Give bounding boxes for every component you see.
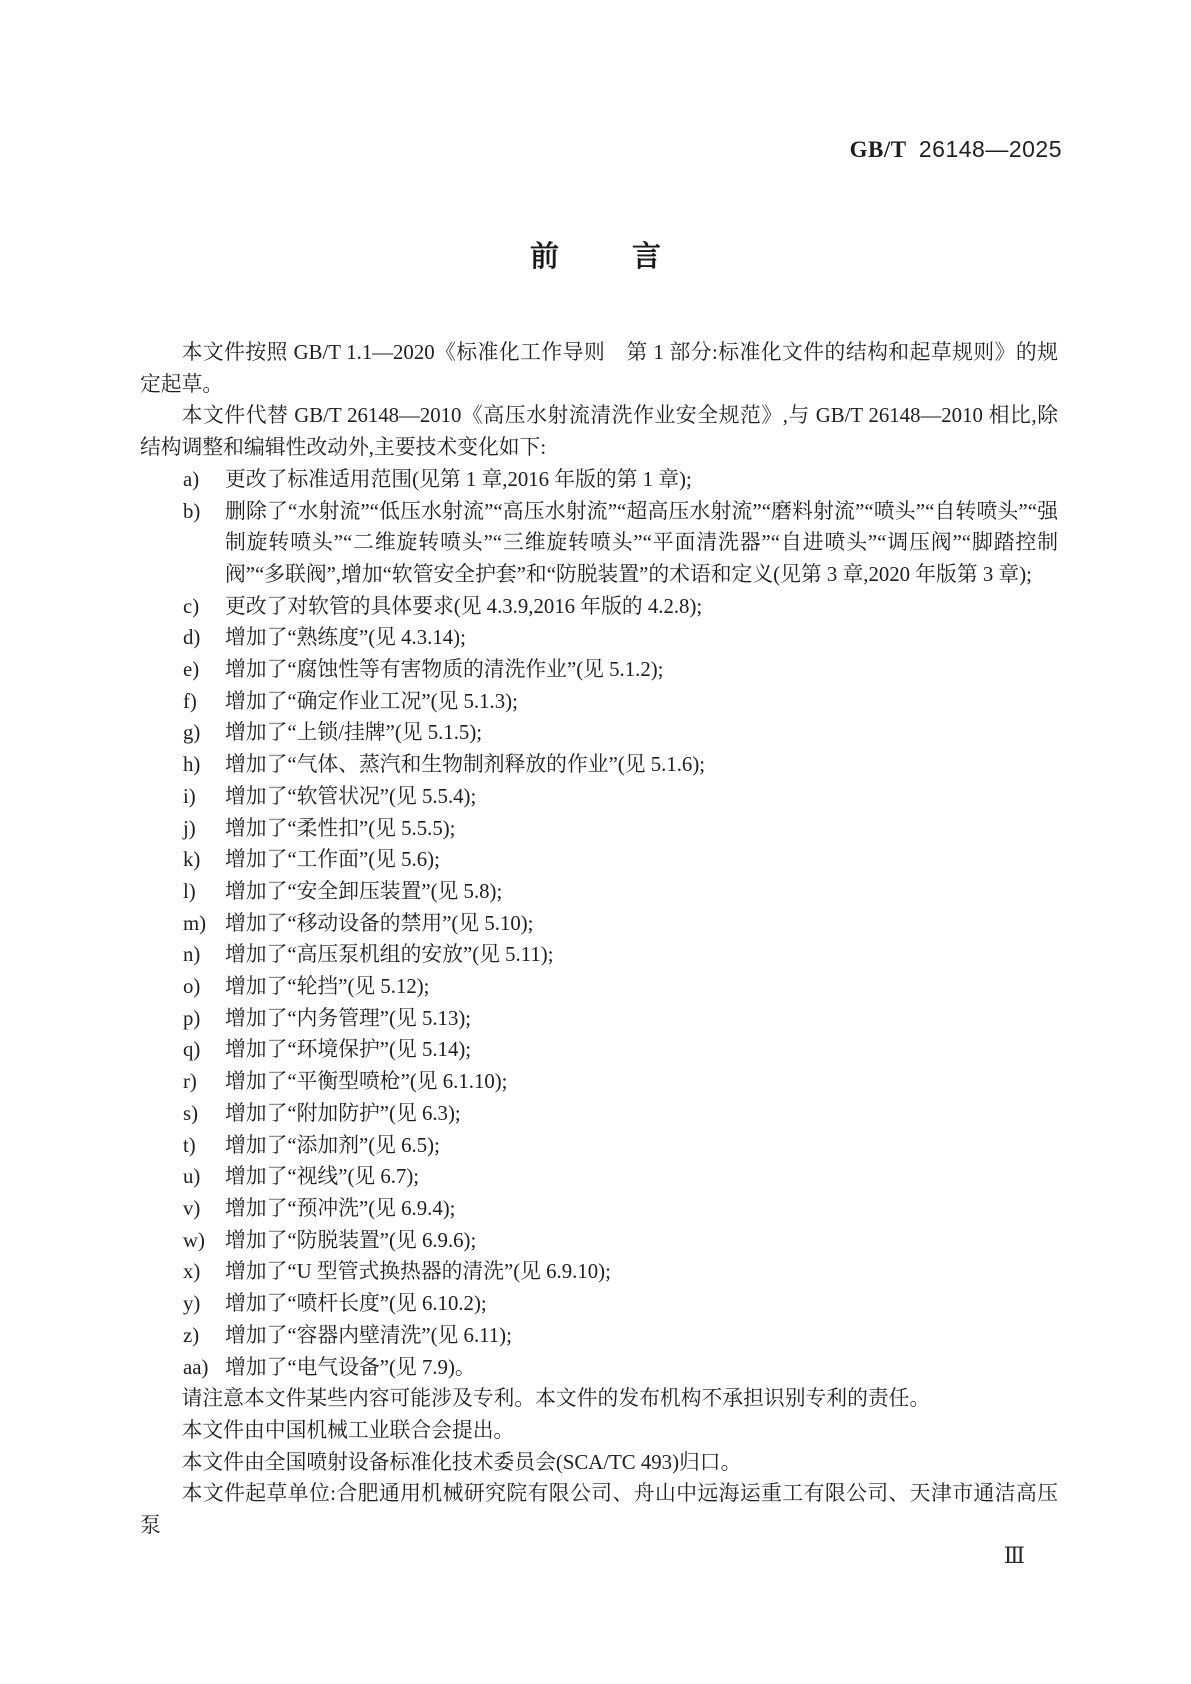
change-item-label: d) [183,626,201,650]
change-item-text: 增加了“气体、蒸汽和生物制剂释放的作业”(见 5.1.6); [225,753,706,777]
change-item-s [140,1098,1058,1130]
change-item-h [140,749,1058,781]
change-item-label: r) [183,1070,197,1094]
change-item-label: s) [183,1101,199,1125]
change-item-u [140,1161,1058,1193]
change-item-text: 增加了“熟练度”(见 4.3.14); [225,626,466,650]
change-item-o [140,971,1058,1003]
change-item-x [140,1256,1058,1288]
change-item-label: e) [183,658,200,682]
intro-paragraph-2: 本文件代替 GB/T 26148—2010《高压水射流清洗作业安全规范》,与 GB/T 26148—2010 相比,除结构调整和编辑性改动外,主要技术变化如下: [140,404,1058,460]
change-item-e [140,654,1058,686]
change-item-text: 增加了“喷杆长度”(见 6.10.2); [225,1292,487,1316]
change-item-r [140,1066,1058,1098]
change-item-label: w) [183,1228,205,1252]
change-item-c [140,591,1058,623]
change-item-n [140,939,1058,971]
change-item-label: h) [183,753,201,777]
change-item-f [140,686,1058,718]
change-item-label: a) [183,467,200,491]
change-item-text: 增加了“确定作业工况”(见 5.1.3); [225,689,518,713]
change-item-w [140,1225,1058,1257]
change-item-text: 增加了“平衡型喷枪”(见 6.1.10); [225,1070,508,1094]
change-item-label: x) [183,1260,201,1284]
standard-code [850,136,1062,163]
change-item-label: y) [183,1292,201,1316]
change-item-t [140,1130,1058,1162]
change-item-label: q) [183,1038,201,1062]
change-item-label: m) [183,911,207,935]
change-item-text: 更改了对软管的具体要求(见 4.3.9,2016 年版的 4.2.8); [225,594,703,618]
change-item-aa [140,1352,1058,1384]
change-item-text: 增加了“轮挡”(见 5.12); [225,975,430,999]
change-item-k [140,844,1058,876]
change-item-text: 增加了“移动设备的禁用”(见 5.10); [225,911,534,935]
change-item-z [140,1320,1058,1352]
change-item-label: t) [183,1133,196,1157]
change-item-b [140,496,1058,591]
page-number: Ⅲ [1003,1543,1025,1568]
change-item-v [140,1193,1058,1225]
change-item-label: i) [183,784,196,808]
page-title-char-2: 言 [632,241,662,273]
patent-notice-paragraph: 请注意本文件某些内容可能涉及专利。本文件的发布机构不承担识别专利的责任。 [181,1387,931,1411]
change-item-label: u) [183,1165,201,1189]
change-item-text: 增加了“柔性扣”(见 5.5.5); [225,816,456,840]
change-item-label: l) [183,879,196,903]
change-item-g [140,717,1058,749]
committee-paragraph: 本文件由全国喷射设备标准化技术委员会(SCA/TC 493)归口。 [181,1450,742,1474]
change-item-p [140,1003,1058,1035]
page-title [0,238,1191,276]
change-item-text: 增加了“环境保护”(见 5.14); [225,1038,472,1062]
change-item-j [140,813,1058,845]
drafting-units-paragraph: 本文件起草单位:合肥通用机械研究院有限公司、舟山中远海运重工有限公司、天津市通洁高压泵 [140,1482,1058,1538]
change-item-text: 增加了“高压泵机组的安放”(见 5.11); [225,943,554,967]
change-item-text: 增加了“软管状况”(见 5.5.4); [225,784,477,808]
change-item-label: p) [183,1006,201,1030]
change-item-i [140,781,1058,813]
foreword-content [140,337,1058,1542]
change-item-a [140,464,1058,496]
change-item-text: 增加了“添加剂”(见 6.5); [225,1133,440,1157]
change-item-label: c) [183,594,200,618]
change-item-text: 增加了“上锁/挂牌”(见 5.1.5); [225,721,483,745]
change-item-label: z) [183,1323,200,1347]
change-item-text: 增加了“U 型管式换热器的清洗”(见 6.9.10); [225,1260,611,1284]
change-item-text: 增加了“安全卸压装置”(见 5.8); [225,879,503,903]
change-item-text: 增加了“视线”(见 6.7); [225,1165,420,1189]
change-item-q [140,1034,1058,1066]
change-item-m [140,908,1058,940]
change-item-text: 增加了“防脱装置”(见 6.9.6); [225,1228,477,1252]
standard-code-prefix: GB/T [849,137,907,162]
proposer-paragraph: 本文件由中国机械工业联合会提出。 [181,1418,515,1442]
change-item-text: 增加了“内务管理”(见 5.13); [225,1006,472,1030]
change-item-label: v) [183,1196,201,1220]
change-item-l [140,876,1058,908]
change-item-label: n) [183,943,201,967]
change-item-text: 增加了“附加防护”(见 6.3); [225,1101,461,1125]
change-item-label: k) [183,848,201,872]
intro-paragraph-1: 本文件按照 GB/T 1.1—2020《标准化工作导则 第 1 部分:标准化文件的结构和起草规则》的规定起草。 [140,341,1058,396]
change-item-text: 更改了标准适用范围(见第 1 章,2016 年版的第 1 章); [225,467,692,491]
change-item-text: 增加了“电气设备”(见 7.9)。 [225,1355,476,1379]
change-item-label: aa) [183,1355,209,1379]
change-item-d [140,622,1058,654]
change-item-text: 增加了“工作面”(见 5.6); [225,848,440,872]
change-item-text: 增加了“容器内壁清洗”(见 6.11); [225,1323,512,1347]
change-item-label: j) [183,816,196,840]
change-item-text: 增加了“腐蚀性等有害物质的清洗作业”(见 5.1.2); [225,658,664,682]
change-item-y [140,1288,1058,1320]
change-item-label: b) [183,499,201,523]
change-item-label: o) [183,975,201,999]
change-item-label: g) [183,721,201,745]
change-item-text: 增加了“预冲洗”(见 6.9.4); [225,1196,456,1220]
standard-code-number: 26148—2025 [918,136,1062,162]
page-title-char-1: 前 [529,241,559,273]
change-item-label: f) [183,689,197,713]
change-item-text: 删除了“水射流”“低压水射流”“高压水射流”“超高压水射流”“磨料射流”“喷头”“自转喷头”“强制旋转喷头”“二维旋转喷头”“三维旋转喷头”“平面清洗器”“自进喷头”“调压阀”“脚踏控制阀”“多联阀”,增加“软管安全护套”和“防脱装置”的术语和定义(见第 3 章,2020 年版第 3 章); [225,499,1058,586]
